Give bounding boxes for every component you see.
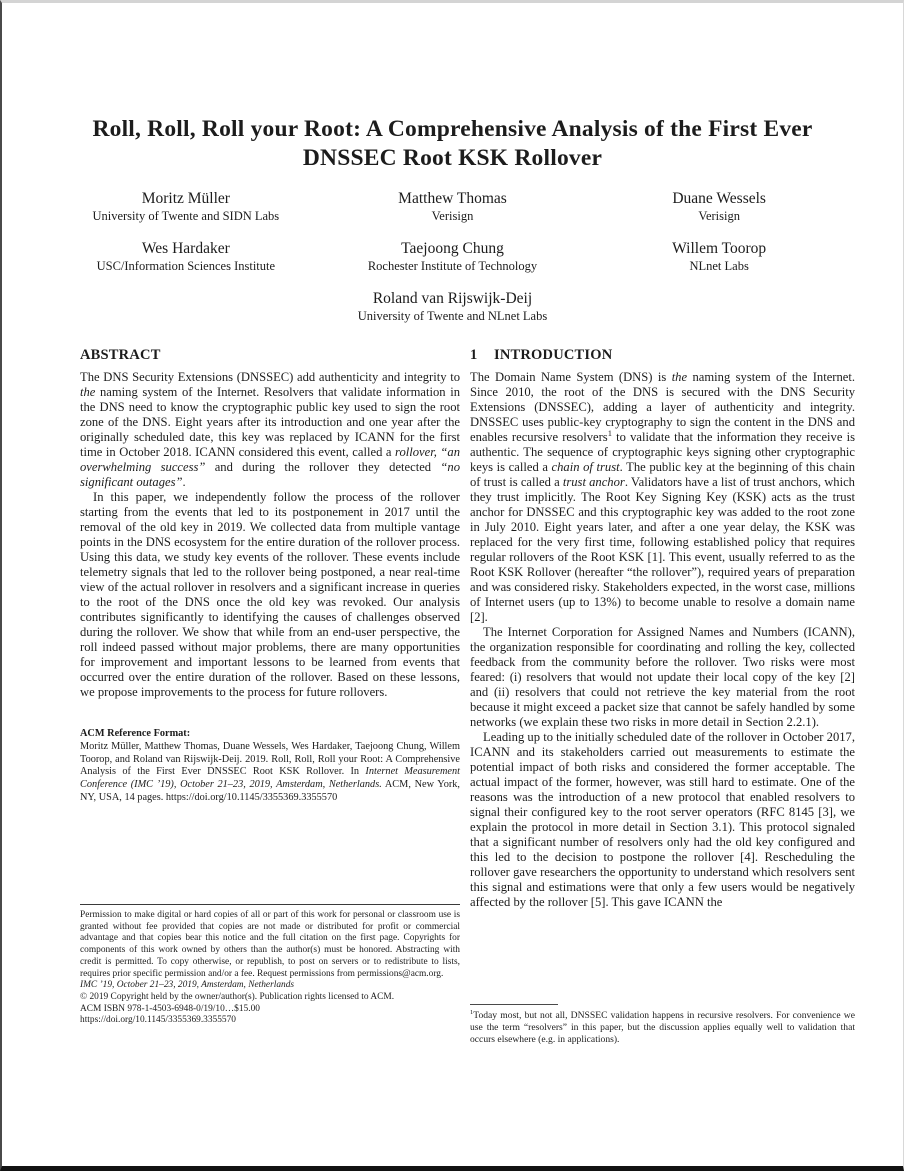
left-column — [80, 346, 460, 805]
author-row-1 — [53, 189, 853, 224]
paper-title: Roll, Roll, Roll your Root: A Comprehensive Analysis of the First Ever DNSSEC Root KSK Rollover — [92, 116, 813, 171]
section-title: INTRODUCTION — [494, 347, 613, 363]
acm-reference-heading: ACM Reference Format: — [80, 728, 191, 739]
acm-reference-block — [80, 728, 460, 805]
author-block — [53, 189, 853, 324]
acm-reference-text: Moritz Müller, Matthew Thomas, Duane Wessels, Wes Hardaker, Taejoong Chung, Willem Toorop, and Roland van Rijswijk-Deij. 2019. Roll, Roll, Roll your Root: A Comprehensive Analysis of the First Ever DNSSEC Root KSK Rollover. In Internet Measurement Conference (IMC ’19), October 21–23, 2019, Amsterdam, Netherlands. ACM, New York, NY, USA, 14 pages. https://doi.org/10.1145/3355369.3355570 — [80, 740, 460, 803]
venue-line: IMC ’19, October 21–23, 2019, Amsterdam, Netherlands — [80, 980, 295, 991]
introduction-paragraph-1: The Domain Name System (DNS) is the naming system of the Internet. Since 2010, the root of the DNS is secured with the DNS Security Extensions (DNSSEC), adding a layer of authenticity and integrity. DNSSEC uses public-key cryptography to sign the content in the DNS and enables recursive resolvers$^1$ to validate that the information they receive is authentic. The sequence of cryptographic keys signing other cryptographic keys is called a chain of trust. The public key at the beginning of this chain of trust is called a trust anchor. Validators have a list of trust anchors, which they trust implicitly. The Root Key Signing Key (KSK) acts as the trust anchor for DNSSEC and this cryptographic key was added to the root zone in July 2010. Eight years later, and after a one year delay, the KSK was replaced for the very first time, following established policy that requires regular rollovers of the Root KSK [1]. This event, usually referred to as the Root KSK Rollover (hereafter “the rollover”), required years of preparation and was considered risky. Stakeholders expected, in the worst case, millions of Internet users (up to 13%) to become unable to resolve a domain name [2]. — [470, 370, 856, 624]
author-5 — [319, 239, 586, 274]
author-6 — [586, 239, 853, 274]
author-name: Duane Wessels — [672, 190, 766, 207]
author-affiliation: Verisign — [698, 209, 740, 223]
author-affiliation: USC/Information Sciences Institute — [96, 259, 276, 273]
permission-text: Permission to make digital or hard copies of all or part of this work for personal or classroom use is granted without fee provided that copies are not made or distributed for profit or commercial advantage and that copies bear this notice and the full citation on the first page. Copyrights for components of this work owned by others than the author(s) must be honored. Abstracting with credit is permitted. To copy otherwise, or republish, to post on servers or to redistribute to lists, requires prior specific permission and/or a fee. Request permissions from permissions@acm.org. — [80, 910, 460, 979]
section-number: 1 — [470, 347, 478, 363]
author-name: Taejoong Chung — [401, 240, 504, 257]
copyright-permission-block — [80, 904, 460, 1027]
abstract-paragraph-2: In this paper, we independently follow the process of the rollover starting from the events that led to its postponement in 2017 until the removal of the old key in 2019. We collected data from multiple vantage points in the DNS ecosystem for the entire duration of the rollover process. Using this data, we study key events of the rollover. These events include telemetry signals that led to the rollover being postponed, a near real-time view of the actual rollover in resolvers and a significant increase in queries to the root of the DNS once the old key was revoked. Our analysis contributes significantly to identifying the causes of challenges observed during the rollover. We show that while from an end-user perspective, the roll indeed passed without major problems, there are many opportunities for improvement and important lessons to be learned from events that occurred over the entire duration of the rollover. Based on these lessons, we propose improvements to the process for future rollovers. — [80, 490, 460, 699]
author-2 — [319, 189, 586, 224]
author-4 — [53, 239, 320, 274]
doi-link[interactable]: https://doi.org/10.1145/3355369.3355570 — [80, 1015, 236, 1026]
author-7 — [53, 289, 853, 324]
author-affiliation: Rochester Institute of Technology — [367, 259, 538, 273]
author-3 — [586, 189, 853, 224]
footnote-text: $^1$Today most, but not all, DNSSEC validation happens in recursive resolvers. For convenience we use the term “resolvers” in this paper, but the discussion applies equally well to validation that occurs elsewhere (e.g. in applications). — [470, 1008, 855, 1045]
author-name: Willem Toorop — [672, 240, 767, 257]
introduction-paragraph-2: The Internet Corporation for Assigned Names and Numbers (ICANN), the organization responsible for coordinating and rolling the key, collected feedback from the community before the rollover. Two risks were most feared: (i) resolvers that would not update their local copy of the key [2] and (ii) resolvers that could not retrieve the key material from the root because it might exceed a packet size that cannot be safely handled by some networks (we explain these two risks in more detail in Section 2.2.1). — [470, 625, 855, 729]
author-name: Roland van Rijswijk-Deij — [372, 290, 533, 307]
author-row-2 — [53, 239, 853, 274]
author-row-3 — [53, 289, 853, 324]
author-name: Wes Hardaker — [141, 240, 230, 257]
abstract-heading: ABSTRACT — [80, 347, 161, 363]
isbn-line: ACM ISBN 978-1-4503-6948-0/19/10…$15.00 — [80, 1003, 260, 1014]
author-affiliation: NLnet Labs — [689, 259, 749, 273]
introduction-paragraph-3: Leading up to the initially scheduled date of the rollover in October 2017, ICANN and its stakeholders carried out measurements to estimate the potential impact of both risks and considered the former acceptable. The actual impact of the former, however, was still hard to estimate. One of the reasons was the introduction of a new protocol that enabled resolvers to signal their configured key to the root server operators (RFC 8145 [3], we explain the protocol in more detail in Section 3.1). This protocol signaled that a significant number of resolvers only had the old key configured and this led to the decision to postpone the rollover [4]. Rescheduling the rollover gave researchers the opportunity to understand which resolvers sent this signal and estimations were that only a few users would be negatively affected by the rollover [5]. This gave ICANN the — [470, 730, 855, 909]
author-1 — [53, 189, 320, 224]
footnote-rule — [470, 1004, 558, 1005]
author-affiliation: University of Twente and NLnet Labs — [357, 309, 548, 323]
footnote-block — [470, 1004, 855, 1046]
author-affiliation: Verisign — [431, 209, 474, 223]
copyright-line: © 2019 Copyright held by the owner/author(s). Publication rights licensed to ACM. — [80, 991, 395, 1002]
author-affiliation: University of Twente and SIDN Labs — [92, 209, 280, 223]
abstract-paragraph-1: The DNS Security Extensions (DNSSEC) add authenticity and integrity to the naming system of the Internet. Resolvers that validate information in the DNS need to know the cryptographic public key used to sign the root zone of the DNS. Eight years after its introduction and one year after the originally scheduled date, this key was replaced by ICANN for the first time in October 2018. ICANN considered this event, called a rollover, “an overwhelming success” and during the rollover they detected “no significant outages”. — [80, 370, 460, 489]
right-column — [470, 346, 855, 910]
introduction-heading — [470, 346, 855, 364]
author-name: Matthew Thomas — [398, 190, 507, 207]
author-name: Moritz Müller — [141, 190, 230, 207]
